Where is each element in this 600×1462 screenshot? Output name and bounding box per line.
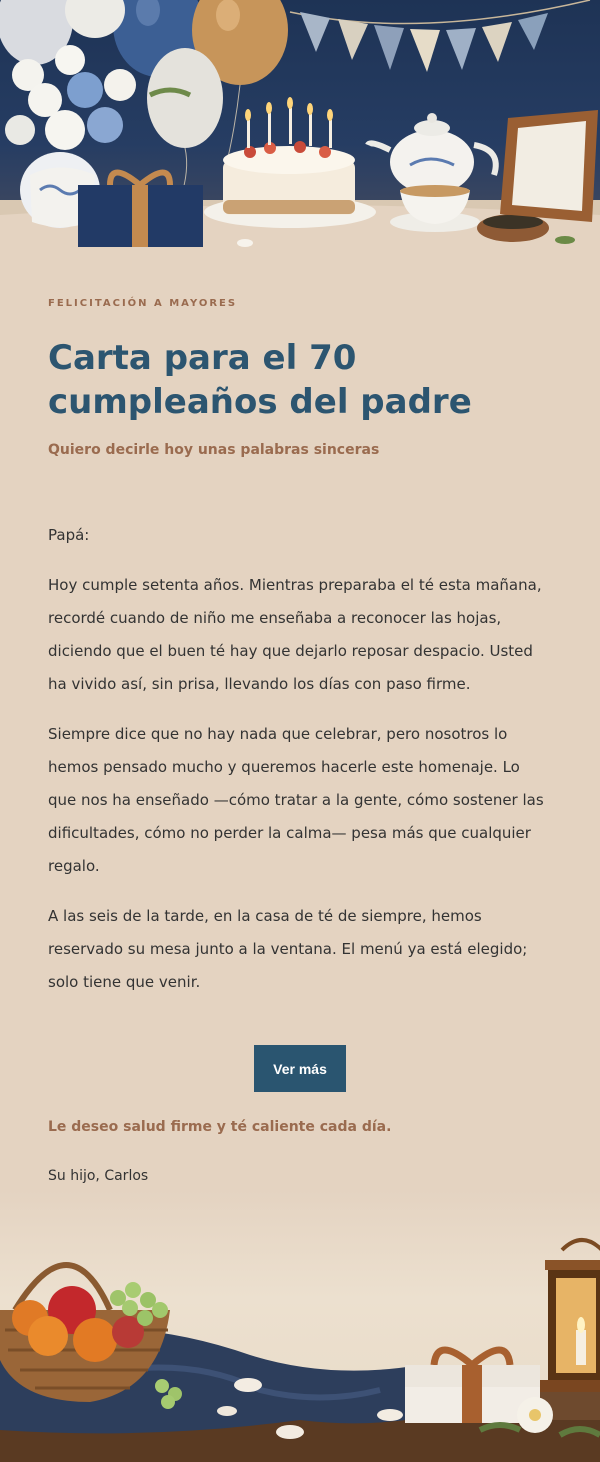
- closing-wish: Le deseo salud firme y té caliente cada día.: [48, 1119, 392, 1135]
- ver-mas-button[interactable]: Ver más: [254, 1045, 346, 1092]
- letter-paragraph-3: A las seis de la tarde, en la casa de té de siempre, hemos reservado su mesa junto a la ventana. El menú ya está elegido; solo tiene que venir.: [48, 907, 528, 991]
- letter-paragraph-2: Siempre dice que no hay nada que celebrar, pero nosotros lo hemos pensado mucho y queremos hacerle este homenaje. Lo que nos ha enseñado —cómo tratar a la gente, cómo sostener las dificultades, cómo no perder la calma— pesa más que cualquier regalo.: [48, 725, 544, 875]
- signature: Su hijo, Carlos: [48, 1168, 149, 1184]
- eyebrow-label: FELICITACIÓN A MAYORES: [48, 298, 238, 309]
- hero-image: [0, 0, 600, 262]
- letter-greeting: Papá:: [48, 526, 90, 544]
- page-title: Carta para el 70 cumpleaños del padre: [48, 338, 472, 422]
- subtitle: Quiero decirle hoy unas palabras sinceras: [48, 442, 380, 458]
- fruit-basket-illustration: [0, 1190, 600, 1462]
- footer-image: [0, 1190, 600, 1462]
- birthday-table-illustration: [0, 0, 600, 262]
- letter-body: [48, 519, 552, 1016]
- letter-paragraph-1: Hoy cumple setenta años. Mientras preparaba el té esta mañana, recordé cuando de niño me enseñaba a reconocer las hojas, diciendo que el buen té hay que dejarlo reposar despacio. Usted ha vivido así, sin prisa, llevando los días con paso firme.: [48, 576, 542, 693]
